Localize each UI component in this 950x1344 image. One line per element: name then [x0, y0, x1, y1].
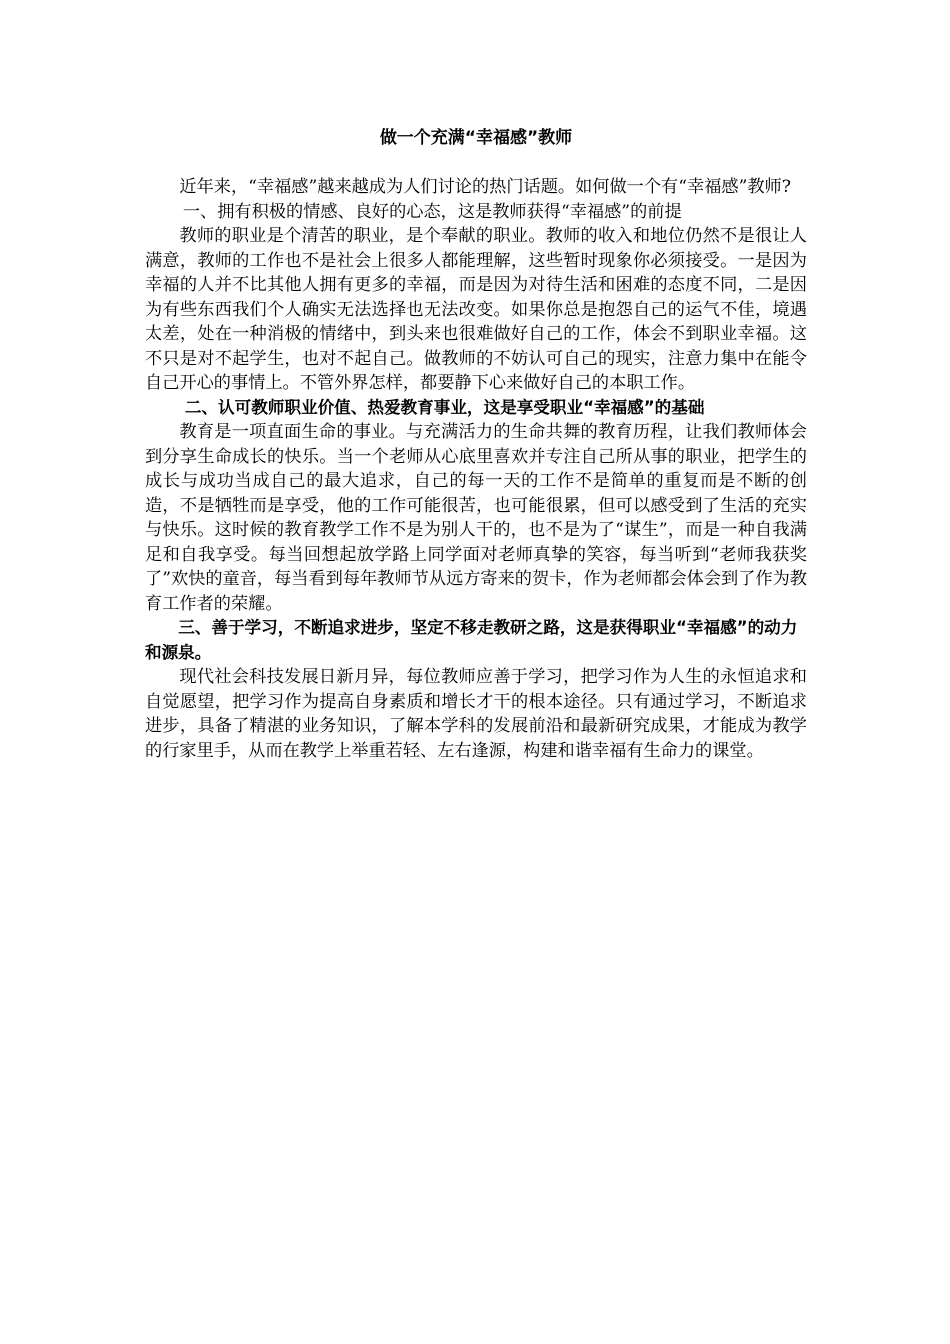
- section-2-heading: 二、认可教师职业价值、热爱教育事业，这是享受职业“幸福感”的基础: [184, 397, 705, 417]
- section-3-heading: 三、善于学习，不断追求进步，坚定不移走教研之路，这是获得职业“幸福感”的动力和源泉。: [145, 618, 798, 662]
- section-3-body: 现代社会科技发展日新月异，每位教师应善于学习，把学习作为人生的永恒追求和自觉愿望，把学习作为提高自身素质和增长才干的根本途径。只有通过学习，不断追求进步，具备了精湛的业务知识，了解本学科的发展前沿和最新研究成果，才能成为教学的行家里手，从而在教学上举重若轻、左右逢源，构建和谐幸福有生命力的课堂。: [145, 667, 807, 761]
- document-page: [145, 126, 807, 763]
- document-title: 做一个充满“幸福感”教师: [379, 128, 573, 148]
- intro-paragraph: 近年来，“幸福感”越来越成为人们讨论的热门话题。如何做一个有“幸福感”教师?: [179, 177, 791, 197]
- section-1-body: 教师的职业是个清苦的职业，是个奉献的职业。教师的收入和地位仍然不是很让人满意，教师的工作也不是社会上很多人都能理解，这些暂时现象你必须接受。一是因为幸福的人并不比其他人拥有更多的幸福，而是因为对待生活和困难的态度不同，二是因为有些东西我们个人确实无法选择也无法改变。如果你总是抱怨自己的运气不佳，境遇太差，处在一种消极的情绪中，到头来也很难做好自己的工作，体会不到职业幸福。这不只是对不起学生，也对不起自己。做教师的不妨认可自己的现实，注意力集中在能令自己开心的事情上。不管外界怎样，都要静下心来做好自己的本职工作。: [145, 226, 807, 393]
- section-1-heading: 一、拥有积极的情感、良好的心态，这是教师获得“幸福感”的前提: [182, 201, 682, 222]
- section-2-body: 教育是一项直面生命的事业。与充满活力的生命共舞的教育历程，让我们教师体会到分享生命成长的快乐。当一个老师从心底里喜欢并专注自己所从事的职业，把学生的成长与成功当成自己的最大追求，自己的每一天的工作不是简单的重复而是不断的创造，不是牺牲而是享受，他的工作可能很苦，也可能很累，但可以感受到了生活的充实与快乐。这时候的教育教学工作不是为别人干的，也不是为了“谋生”，而是一种自我满足和自我享受。每当回想起放学路上同学面对老师真挚的笑容，每当听到“老师我获奖了”欢快的童音，每当看到每年教师节从远方寄来的贺卡，作为老师都会体会到了作为教育工作者的荣耀。: [145, 422, 807, 614]
